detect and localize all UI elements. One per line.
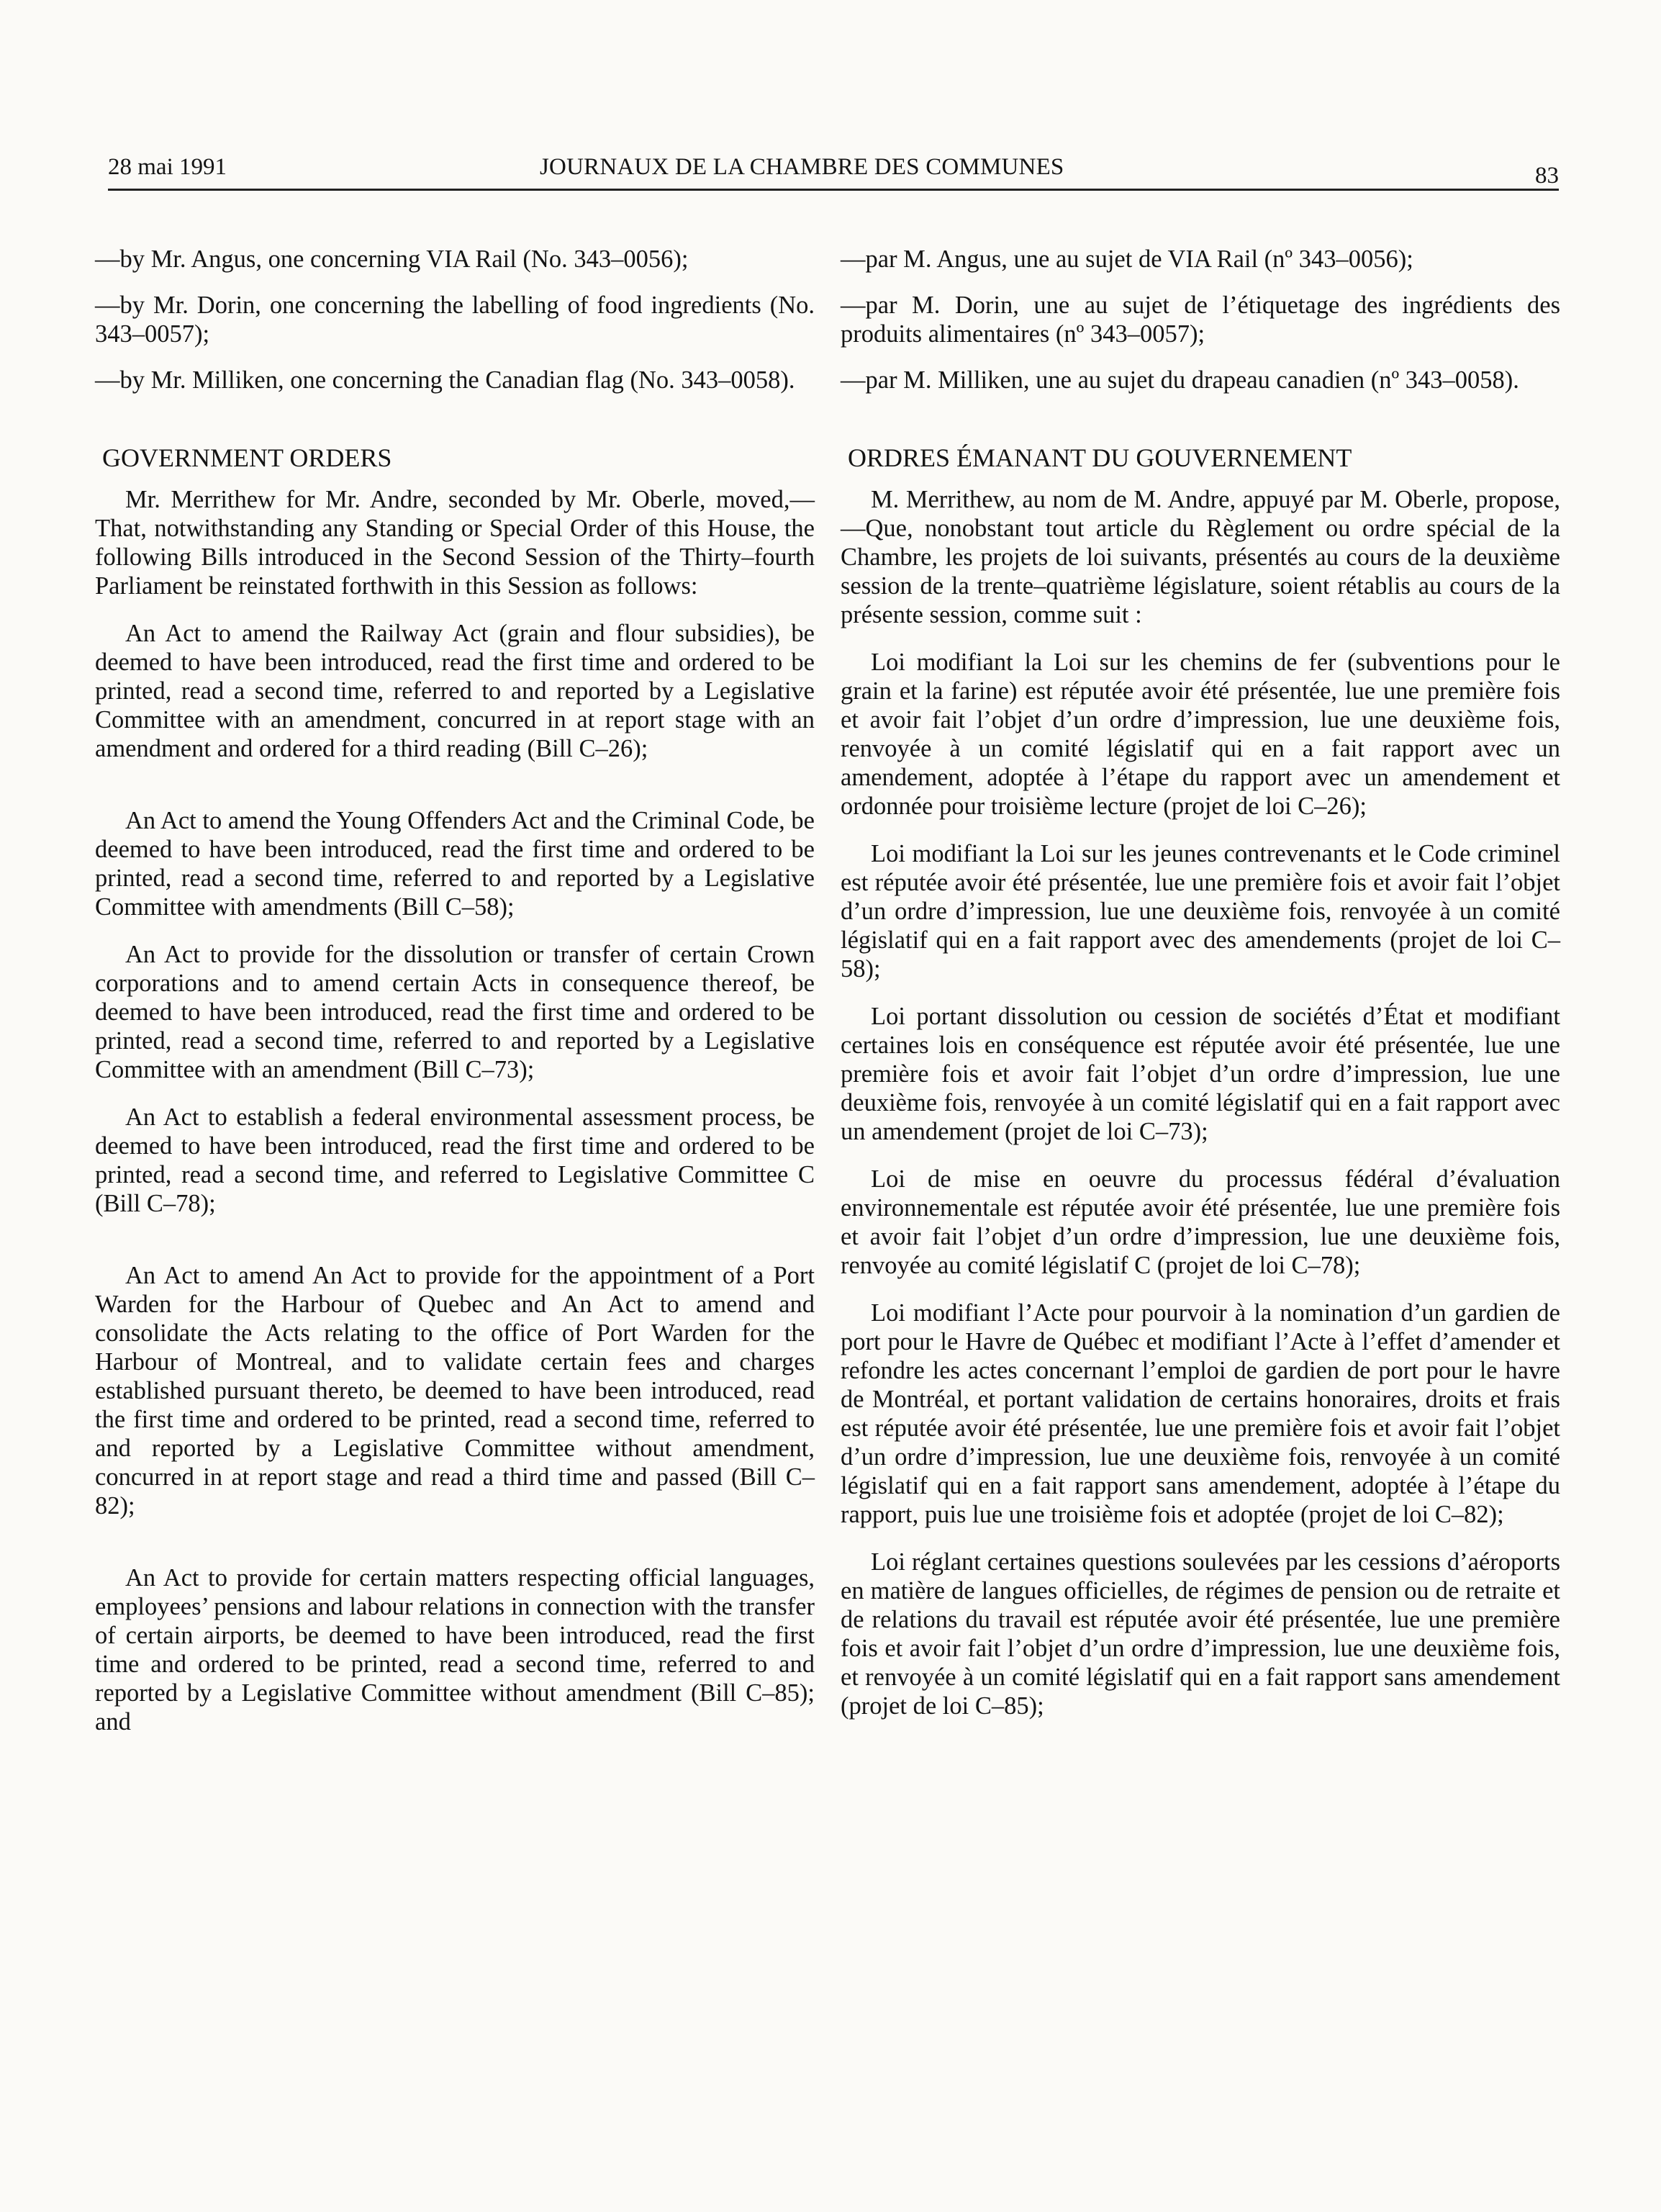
page-header [108, 150, 1559, 191]
bill-paragraph: An Act to provide for certain matters respecting official languages, employees’ pensions and labour relations in connection with the transfer of certain airports, be deemed to have been introduced, read the first time and ordered to be printed, read a second time, referred to and reported by a Legislative Committee without amendment (Bill C–85); and [95, 1564, 815, 1735]
motion-paragraph: M. Merrithew, au nom de M. Andre, appuyé par M. Oberle, propose,—Que, nonobstant tout article du Règlement ou ordre spécial de la Chambre, les projets de loi suivants, présentés au cours de la deuxième session de la trente–quatrième législature, soient rétablis au cours de la présente session, comme suit : [841, 486, 1560, 628]
page-number: 83 [1535, 163, 1559, 189]
bill-paragraph: Loi modifiant l’Acte pour pourvoir à la nomination d’un gardien de port pour le Havre de Québec et modifiant l’Acte à l’effet d’amender et refondre les actes concernant l’emploi de gardien de port pour le havre de Montréal, et portant validation de certains honoraires, droits et frais est réputée avoir été présentée, lue une première fois et avoir fait l’objet d’un ordre d’impression, lue une deuxième fois, renvoyée à un comité législatif qui en a fait rapport sans amendement, adoptée à l’étape du rapport, puis lue une troisième fois et adoptée (projet de loi C–82); [841, 1299, 1560, 1528]
bill-paragraph: Loi modifiant la Loi sur les chemins de fer (subventions pour le grain et la farine) est réputée avoir été présentée, lue une première fois et avoir fait l’objet d’un ordre d’impression, lue une deuxième fois, renvoyée à un comité législatif qui en a fait rapport avec un amendement, adoptée à l’étape du rapport avec un amendement et ordonnée pour troisième lecture (projet de loi C–26); [841, 649, 1560, 820]
bill-paragraph: An Act to amend the Railway Act (grain and flour subsidies), be deemed to have been introduced, read the first time and ordered to be printed, read a second time, referred to and reported by a Legislative Committee with an amendment, concurred in at report stage with an amendment and ordered for a third reading (Bill C–26); [95, 620, 815, 762]
english-column [95, 245, 815, 1755]
bill-paragraph: An Act to provide for the dissolution or transfer of certain Crown corporations and to amend certain Acts in consequence thereof, be deemed to have been introduced, read the first time and ordered to be printed, read a second time, referred to and reported by a Legislative Committee with an amendment (Bill C–73); [95, 941, 815, 1083]
bill-paragraph: Loi modifiant la Loi sur les jeunes contrevenants et le Code criminel est réputée avoir été présentée, lue une première fois et avoir fait l’objet d’un ordre d’impression, lue une deuxième fois, renvoyée à un comité législatif qui en a fait rapport avec des amendements (projet de loi C–58); [841, 840, 1560, 983]
petition-entry: —by Mr. Dorin, one concerning the labelling of food ingredients (No. 343–0057); [95, 292, 815, 348]
petition-entry: —by Mr. Milliken, one concerning the Canadian flag (No. 343–0058). [95, 366, 795, 394]
section-heading: GOVERNMENT ORDERS [102, 443, 392, 472]
header-date: 28 mai 1991 [108, 154, 227, 180]
bill-paragraph: An Act to amend the Young Offenders Act and the Criminal Code, be deemed to have been introduced, read the first time and ordered to be printed, read a second time, referred to and reported by a Legislative Committee with amendments (Bill C–58); [95, 807, 815, 921]
bill-paragraph: Loi réglant certaines questions soulevées par les cessions d’aéroports en matière de langues officielles, de régimes de pension ou de retraite et de relations du travail est réputée avoir été présentée, lue une première fois et avoir fait l’objet d’un ordre d’impression, lue une deuxième fois, et renvoyée à un comité législatif qui en a fait rapport sans amendement (projet de loi C–85); [841, 1548, 1560, 1720]
bill-paragraph: Loi portant dissolution ou cession de sociétés d’État et modifiant certaines lois en conséquence est réputée avoir été présentée, lue une première fois et avoir fait l’objet d’un ordre d’impression, lue une deuxième fois, renvoyée à un comité législatif qui en a fait rapport avec un amendement (projet de loi C–73); [841, 1003, 1560, 1145]
motion-paragraph: Mr. Merrithew for Mr. Andre, seconded by Mr. Oberle, moved,—That, notwithstanding any Standing or Special Order of this House, the following Bills introduced in the Second Session of the Thirty–fourth Parliament be reinstated forthwith in this Session as follows: [95, 486, 815, 600]
petition-entry: —par M. Angus, une au sujet de VIA Rail (nº 343–0056); [841, 245, 1413, 273]
bill-paragraph: An Act to amend An Act to provide for the appointment of a Port Warden for the Harbour of Quebec and An Act to amend and consolidate the Acts relating to the office of Port Warden for the Harbour of Montreal, and to validate certain fees and charges established pursuant thereto, be deemed to have been introduced, read the first time and ordered to be printed, read a second time, referred to and reported by a Legislative Committee without amendment, concurred in at report stage and read a third time and passed (Bill C–82); [95, 1262, 815, 1520]
petition-entry: —par M. Milliken, une au sujet du drapeau canadien (nº 343–0058). [841, 366, 1519, 394]
french-column [841, 245, 1560, 1739]
bill-paragraph: Loi de mise en oeuvre du processus fédéral d’évaluation environnementale est réputée avoir été présentée, lue une première fois et avoir fait l’objet d’un ordre d’impression, lue une deuxième fois, renvoyée au comité législatif C (projet de loi C–78); [841, 1165, 1560, 1279]
petition-entry: —par M. Dorin, une au sujet de l’étiquetage des ingrédients des produits alimentaires (nº 343–0057); [841, 292, 1560, 348]
bill-paragraph: An Act to establish a federal environmental assessment process, be deemed to have been introduced, read the first time and ordered to be printed, read a second time, and referred to Legislative Committee C (Bill C–78); [95, 1103, 815, 1217]
petition-entry: —by Mr. Angus, one concerning VIA Rail (No. 343–0056); [95, 245, 689, 273]
section-heading: ORDRES ÉMANANT DU GOUVERNEMENT [848, 443, 1352, 472]
header-title: JOURNAUX DE LA CHAMBRE DES COMMUNES [540, 154, 1064, 180]
